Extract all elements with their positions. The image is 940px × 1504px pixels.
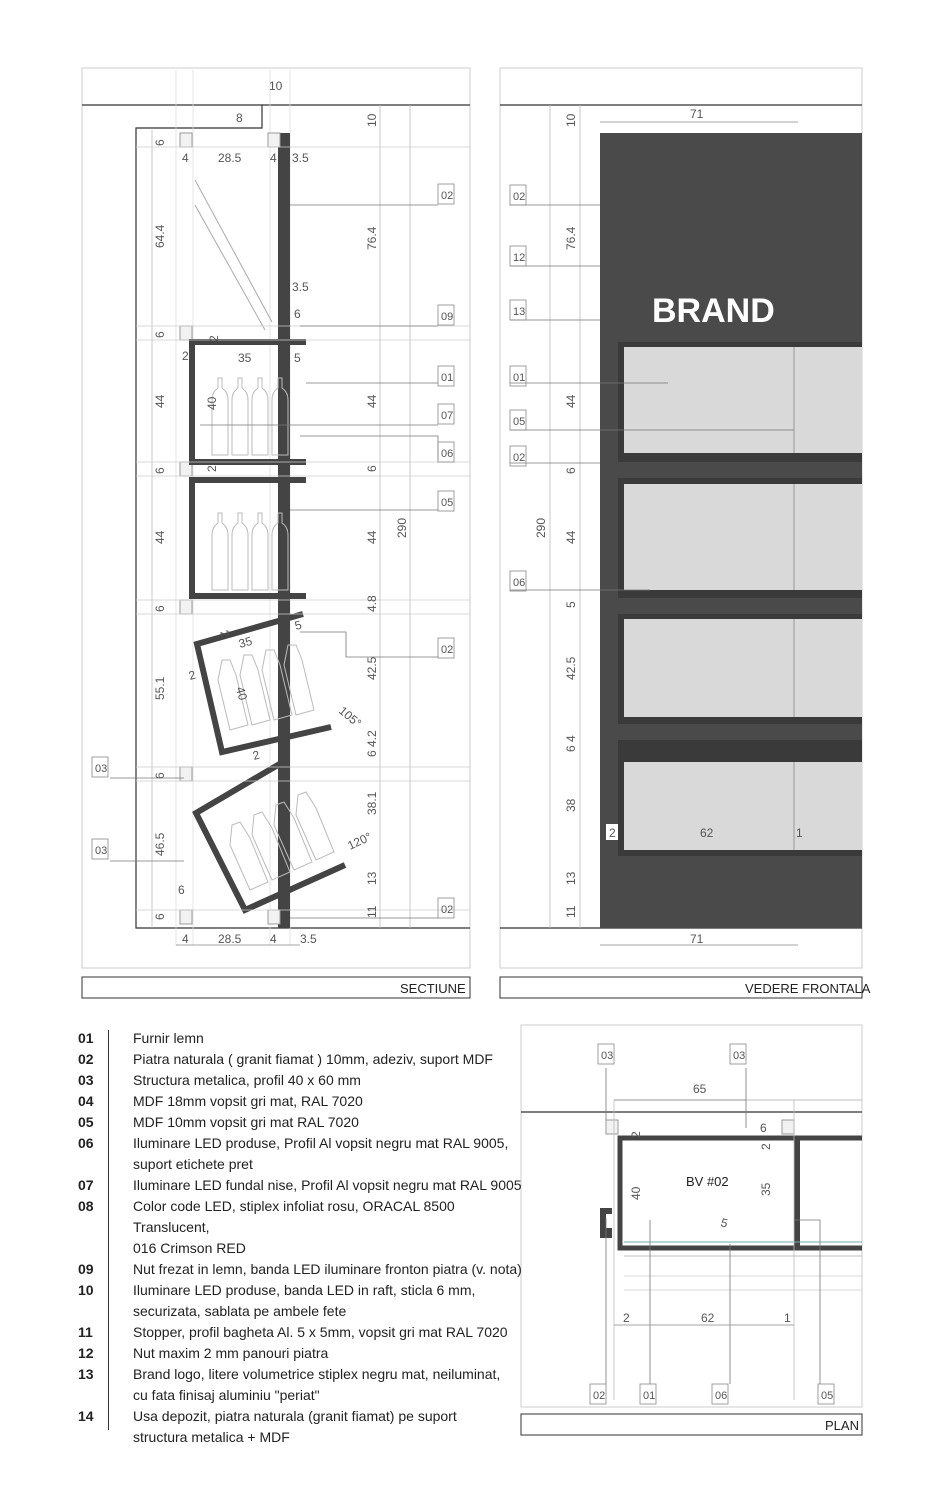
dim-label: 64.4 [153,224,167,248]
dim-label: 105° [336,703,365,731]
dim-label: 6 [564,467,578,474]
tag-09: 09 [441,311,454,323]
tag-06: 06 [715,1390,728,1402]
tag-02: 02 [441,190,454,202]
dim-label: 2 [217,628,233,640]
dim-label: 290 [534,517,548,538]
legend-row [78,1028,528,1049]
dim-label: 42.5 [564,656,578,680]
dim-label: 44 [365,394,379,408]
dim-label: 71 [690,107,704,121]
legend-number: 09 [78,1261,94,1277]
legend-text: MDF 18mm vopsit gri mat, RAL 7020 [133,1093,363,1109]
tag-02: 02 [513,191,526,203]
dim-label: 65 [693,1082,707,1096]
legend-row [78,1196,528,1238]
legend-number: 14 [78,1408,94,1424]
legend-text: Iluminare LED fundal nise, Profil Al vopsit negru mat RAL 9005 [133,1177,522,1193]
plan-view [521,1025,862,1435]
dim-label: 35 [238,351,252,365]
legend-row [78,1091,528,1112]
legend-number [78,1385,133,1406]
legend-number: 10 [78,1282,94,1298]
dim-label: 5 [719,1215,730,1231]
tag-05: 05 [441,497,454,509]
dim-label: 35 [759,1182,773,1196]
legend-row [78,1406,528,1427]
dim-label: 6 [760,1121,767,1135]
dim-label: 2 [623,1311,630,1325]
dim-label: 46.5 [153,832,167,856]
legend-row [78,1175,528,1196]
dim-label: 6 4 [564,735,578,752]
legend-number [78,1238,133,1259]
legend-number [78,1301,133,1322]
dim-label: 6 [153,331,167,338]
dim-label: 40 [205,396,219,410]
legend-text: Furnir lemn [133,1030,204,1046]
dim-label: 28.5 [218,932,242,946]
tag-02: 02 [441,644,454,656]
dim-label: 10 [269,79,283,93]
legend-number: 02 [78,1051,94,1067]
legend-text: Piatra naturala ( granit fiamat ) 10mm, adeziv, suport MDF [133,1051,493,1067]
legend-number: 07 [78,1177,94,1193]
legend-number [78,1154,133,1175]
dim-label: 4 [182,932,189,946]
dim-label: 5 [293,617,304,633]
legend-number: 03 [78,1072,94,1088]
dim-label: 11 [564,905,578,918]
dim-label: 2 [205,465,219,472]
legend-number: 04 [78,1093,94,1109]
dim-label: 71 [690,932,704,946]
section-title: SECTIUNE [400,981,466,996]
dim-label: 5 [564,601,578,608]
tag-05: 05 [821,1390,834,1402]
legend-text: Nut maxim 2 mm panouri piatra [133,1345,329,1361]
dim-label: 2 [759,1143,773,1150]
dim-label: 6 [294,307,301,321]
legend-number: 12 [78,1345,94,1361]
niche-4 [196,762,345,910]
legend-row [78,1112,528,1133]
dim-label: 4 [270,932,277,946]
dim-label: 10 [365,113,379,127]
legend-row [78,1154,528,1175]
legend-text: Brand logo, litere volumetrice stiplex negru mat, neiluminat, [133,1366,501,1382]
dim-label: 4 [270,151,277,165]
tag-06: 06 [513,577,526,589]
legend-text: securizata, sablata pe ambele fete [133,1303,347,1319]
legend-row [78,1385,528,1406]
legend-row [78,1280,528,1301]
dim-label: 62 [700,826,714,840]
dim-label: 62 [701,1311,715,1325]
dim-label: 6 [153,913,167,920]
dim-label: 44 [564,394,578,408]
dim-label: 2 [251,747,262,763]
plan-frame [521,1025,862,1407]
dim-label: 8 [236,111,243,125]
legend-text: Iluminare LED produse, banda LED in raft, sticla 6 mm, [133,1282,476,1298]
dim-label: 38 [564,798,578,812]
tag-02: 02 [513,452,526,464]
dim-label: 2 [629,1131,643,1138]
plan-title-box [521,1414,862,1435]
dim-label: 40 [629,1186,643,1200]
dim-label: 5 [294,351,301,365]
dim-label: 6 [178,883,185,897]
tag-03: 03 [95,763,108,775]
dim-label: 76.4 [365,226,379,250]
tag-03: 03 [601,1050,614,1062]
tag-06: 06 [441,448,454,460]
dim-label: 2 [187,667,198,683]
dim-label: 13 [564,871,578,885]
legend-row [78,1133,528,1154]
legend-text: Structura metalica, profil 40 x 60 mm [133,1072,361,1088]
dim-label: 290 [395,517,409,538]
dim-label: 44 [153,530,167,544]
legend-number: 13 [78,1366,94,1382]
tag-05: 05 [513,416,526,428]
tag-03: 03 [95,845,108,857]
tag-07: 07 [441,410,454,422]
legend-text: suport etichete pret [133,1156,253,1172]
front-view [500,68,871,998]
legend-text: Usa depozit, piatra naturala (granit fiamat) pe suport [133,1408,457,1424]
legend-row [78,1364,528,1385]
legend-row [78,1343,528,1364]
dim-label: 4.8 [365,595,379,612]
tag-02: 02 [593,1390,606,1402]
dim-label: 11 [365,905,379,918]
front-title: VEDERE FRONTALA [745,981,871,996]
dim-label: 2 [182,349,189,363]
dim-label: 6 [153,605,167,612]
dim-label: 44 [153,394,167,408]
section-frame [82,68,470,968]
section-view [82,68,470,998]
legend-row [78,1259,528,1280]
dim-label: 55.1 [153,676,167,700]
legend-text: Nut frezat in lemn, banda LED iluminare fronton piatra (v. nota) [133,1261,522,1277]
dim-label: 6 [365,465,379,472]
dim-label: 6 [153,139,167,146]
legend-row [78,1070,528,1091]
legend-number: 01 [78,1030,94,1046]
legend-number: 08 [78,1198,94,1214]
plan-title: PLAN [825,1418,859,1433]
dim-label: 3.5 [292,151,309,165]
dim-label: 42.5 [365,656,379,680]
legend-text: Color code LED, stiplex infoliat rosu, ORACAL 8500 Translucent, [133,1198,455,1235]
dim-label: 3.5 [300,932,317,946]
dim-label: 6 [153,772,167,779]
tag-01: 01 [441,372,454,384]
legend-text: 016 Crimson RED [133,1240,246,1256]
legend-row [78,1427,528,1448]
dim-label: 44 [564,530,578,544]
legend-number: 11 [78,1324,93,1340]
legend-number: 05 [78,1114,94,1130]
dim-label: 44 [365,530,379,544]
tag-01: 01 [513,372,526,384]
dim-label: 120° [345,829,374,853]
legend-text: Stopper, profil bagheta Al. 5 x 5mm, vopsit gri mat RAL 7020 [133,1324,508,1340]
legend-row [78,1301,528,1322]
legend-text: cu fata finisaj aluminiu "periat" [133,1387,320,1403]
legend-number: 06 [78,1135,94,1151]
legend-row [78,1049,528,1070]
tag-13: 13 [513,306,526,318]
legend-row [78,1238,528,1259]
dim-label: 28.5 [218,151,242,165]
tag-12: 12 [513,252,526,264]
dim-label: 35 [237,633,254,651]
brand-logo: BRAND [652,292,775,330]
dim-label: 38.1 [365,791,379,815]
dim-label: 3.5 [292,280,309,294]
dim-label: 40 [233,685,251,702]
plan-label: BV #02 [686,1174,729,1189]
dim-label: 10 [564,113,578,127]
dim-label: 2 [207,335,221,342]
plan-niche [620,1138,862,1248]
legend-text: structura metalica + MDF [133,1429,290,1445]
tag-01: 01 [643,1390,656,1402]
legend [78,1028,528,1448]
legend-text: MDF 10mm vopsit gri mat RAL 7020 [133,1114,359,1130]
dim-label: 6 4.2 [365,730,379,757]
legend-row [78,1322,528,1343]
dim-label: 1 [784,1311,791,1325]
legend-number [78,1427,133,1448]
dim-label: 2 [609,826,616,840]
niche-3 [197,614,331,752]
tag-03: 03 [733,1050,746,1062]
dim-label: 6 [153,467,167,474]
tag-02: 02 [441,904,454,916]
dim-label: 76.4 [564,226,578,250]
dim-label: 1 [796,826,803,840]
legend-text: Iluminare LED produse, Profil Al vopsit negru mat RAL 9005, [133,1135,509,1151]
dim-label: 13 [365,871,379,885]
dim-label: 4 [182,151,189,165]
